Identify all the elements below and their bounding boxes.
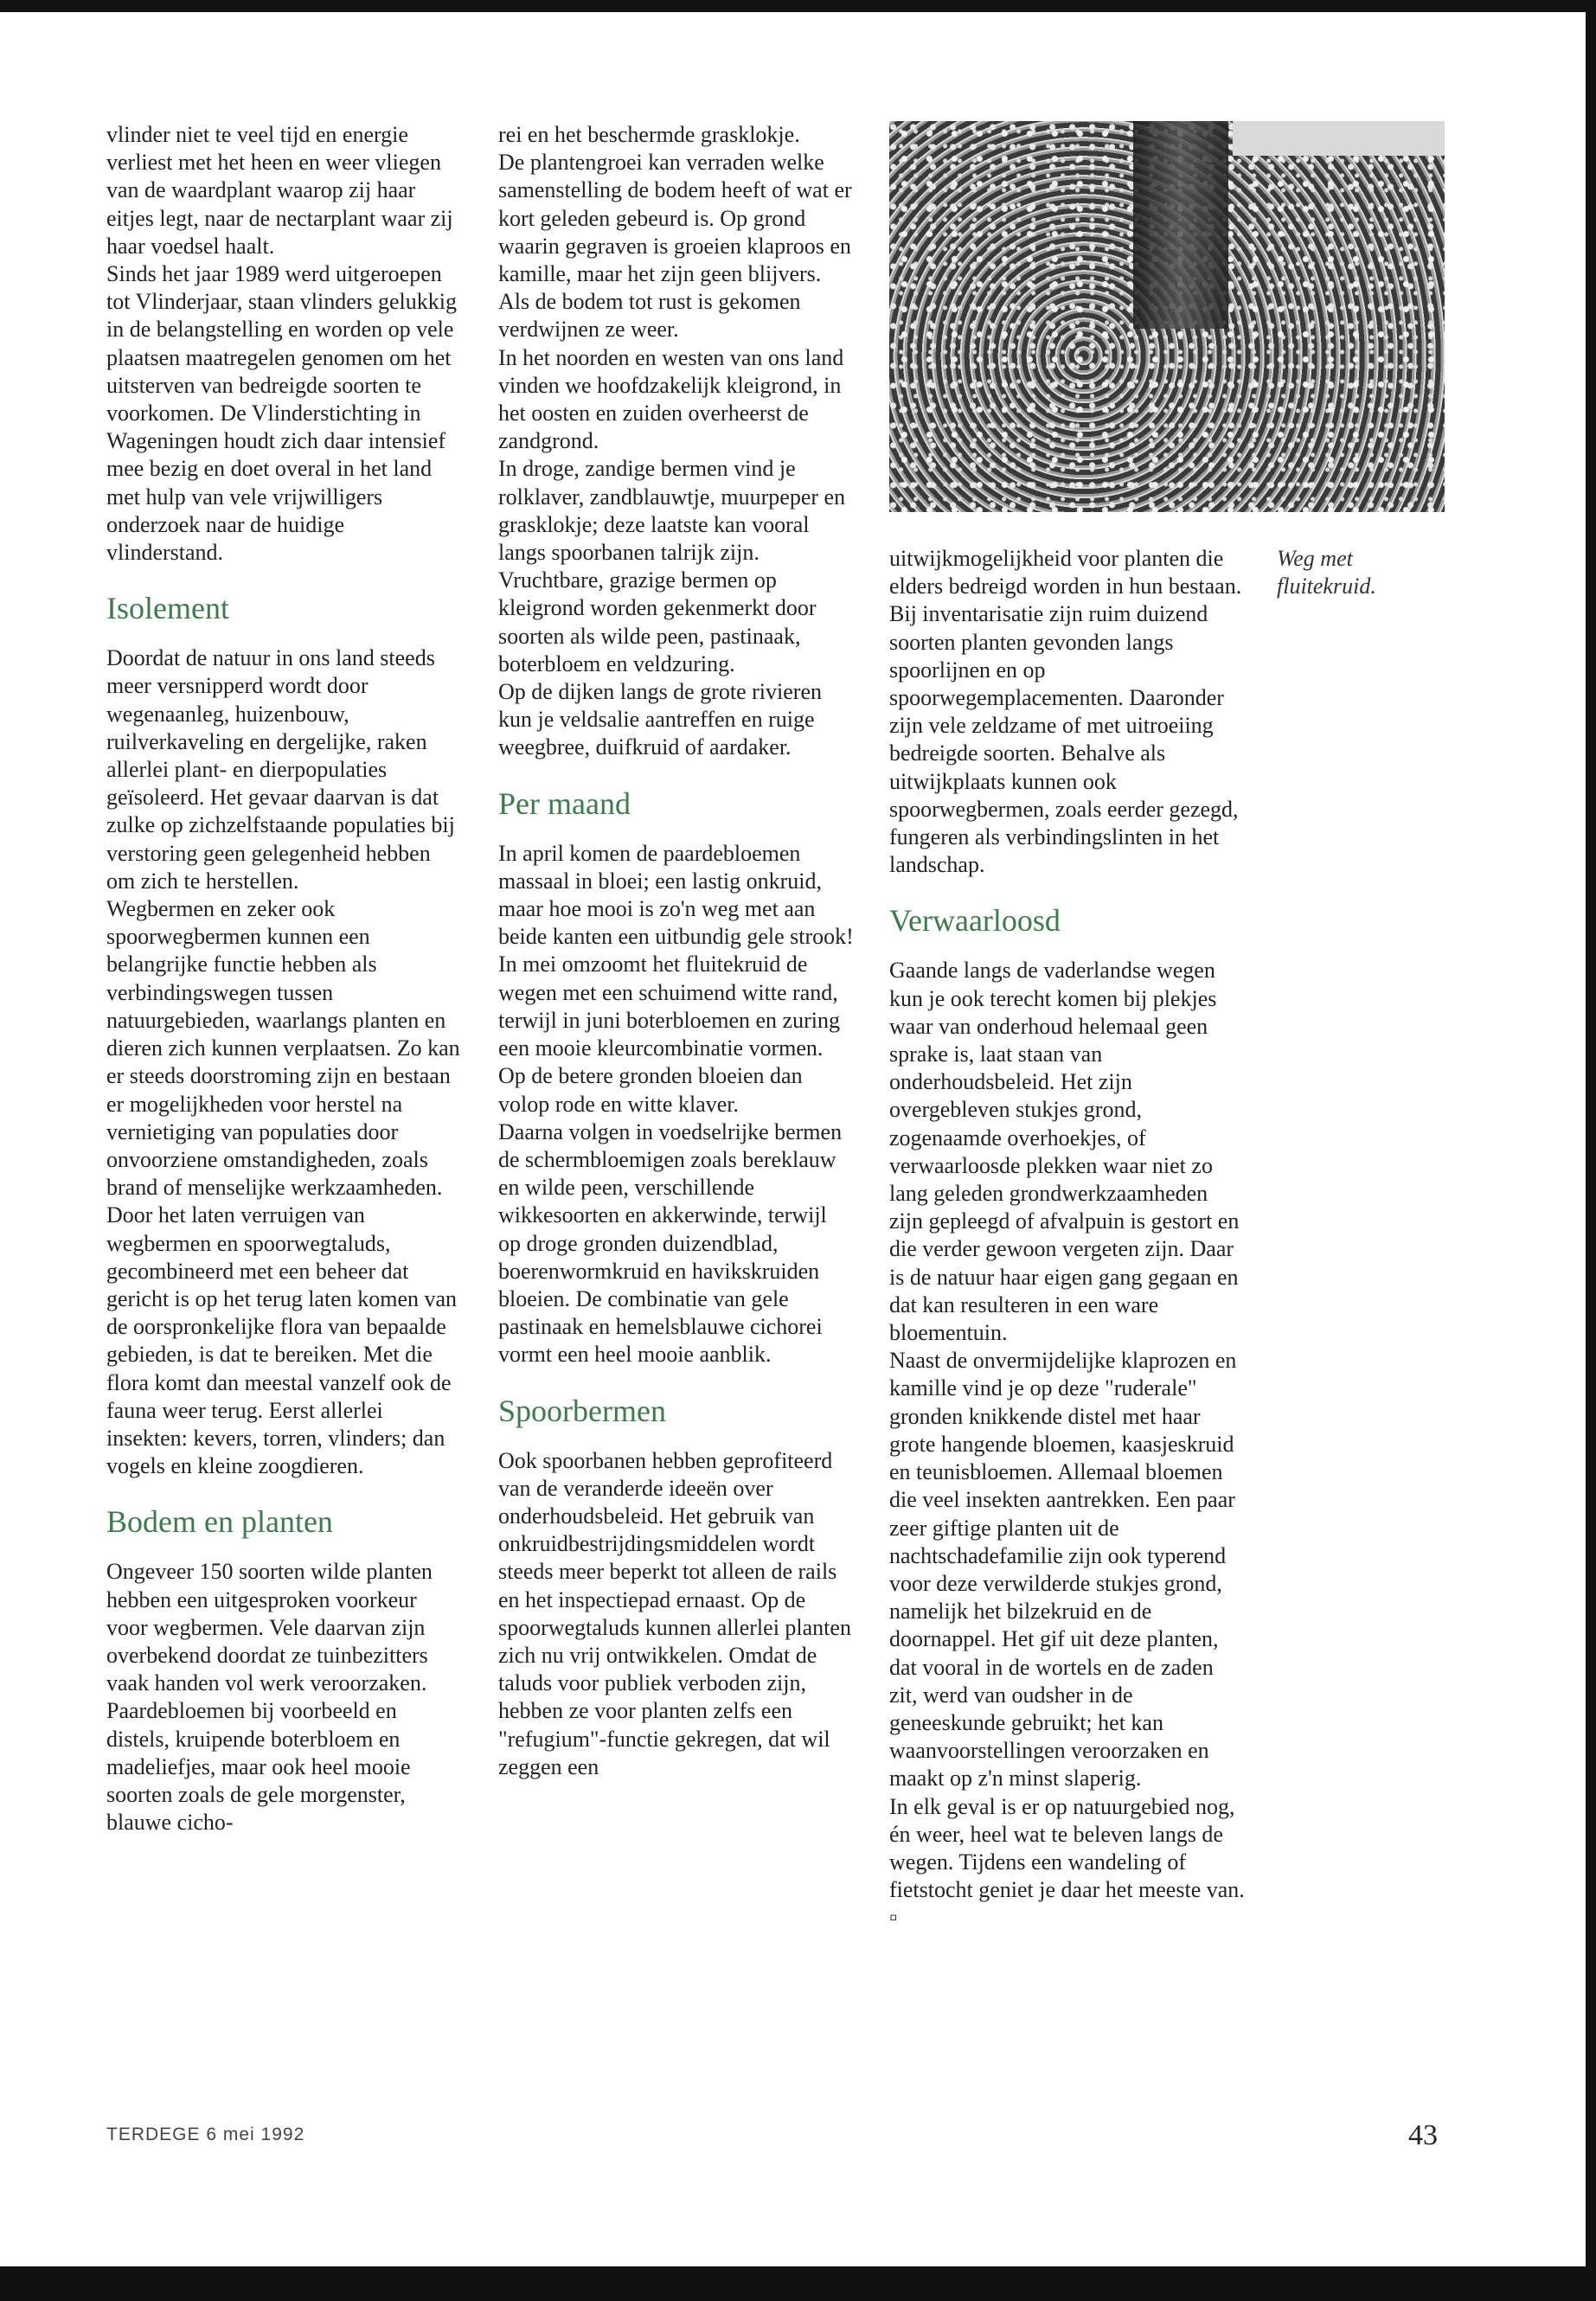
paragraph: vlinder niet te veel tijd en energie verliest met het heen en weer vliegen van de waardplant waarop zij haar eitjes legt, naar de nectarplant waar zij haar voedsel haalt. (106, 122, 453, 259)
article-column-3 (889, 545, 1246, 1932)
footer-publication: TERDEGE 6 mei 1992 (106, 2125, 305, 2144)
paragraph: Naast de onvermijdelijke klaprozen en kamille vind je op deze "ruderale" gronden knikkende distel met haar grote hangende bloemen, kaasjeskruid en teunisbloemen. Allemaal bloemen die veel insekten aantrekken. Een paar zeer giftige planten uit de nachtschadefamilie zijn ook typerend voor deze verwilderde stukjes grond, namelijk het bilzekruid en de doornappel. Het gif uit deze planten, dat vooral in de wortels en de zaden zit, werd van oudsher in de geneeskunde gebruikt; het kan waanvoorstellingen veroorzaken en maakt op z'n minst slaperig. (889, 1348, 1237, 1791)
paragraph: In elk geval is er op natuurgebied nog, én weer, heel wat te beleven langs de wegen. Tijdens een wandeling of fietstocht geniet je daar het meeste van. ▫ (889, 1793, 1245, 1931)
article-column-2 (498, 121, 855, 1781)
heading-spoorbermen: Spoorbermen (498, 1393, 666, 1428)
paragraph: Bij inventarisatie zijn ruim duizend soorten planten gevonden langs spoorlijnen en op spoorwegemplacementen. Daaronder zijn vele zeldzame of met uitroeiing bedreigde soorten. Behalve als uitwijkplaats kunnen ook spoorwegbermen, zoals eerder gezegd, fungeren als verbindingslinten in het landschap. (889, 601, 1239, 878)
paragraph: Ongeveer 150 soorten wilde planten hebben een uitgesproken voorkeur voor wegbermen. Vele daarvan zijn overbekend doordat ze tuinbezitters vaak handen vol werk veroorzaken. Paardebloemen bij voorbeeld en distels, kruipende boterbloem en madeliefjes, maar ook heel mooie soorten zoals de gele morgenster, blauwe cicho- (106, 1559, 433, 1836)
paragraph: Doordat de natuur in ons land steeds meer versnipperd wordt door wegenaanleg, huizenbouw, ruilverkaveling en dergelijke, raken allerlei plant- en dierpopulaties geïsoleerd. Het gevaar daarvan is dat zulke op zichzelfstaande populaties bij verstoring geen gelegenheid hebben om zich te herstellen. (106, 645, 455, 894)
photo-caption: Weg met fluitekruid. (1277, 546, 1376, 599)
heading-bodem-en-planten: Bodem en planten (106, 1504, 333, 1540)
paragraph: In april komen de paardebloemen massaal in bloei; een lastig onkruid, maar hoe mooi is zo'n weg met aan beide kanten een uitbundig gele strook! In mei omzoomt het fluitekruid de wegen met een schuimend witte rand, terwijl in juni boterbloemen en zuring een mooie kleurcombinatie vormen. Op de betere gronden bloeien dan volop rode en witte klaver. (498, 840, 854, 1117)
paragraph: In droge, zandige bermen vind je rolklaver, zandblauwtje, muurpeper en grasklokje; deze laatste kan vooral langs spoorbanen talrijk zijn. Vruchtbare, grazige bermen op kleigrond worden gekenmerkt door soorten als wilde peen, pastinaak, boterbloem en veldzuring. (498, 456, 846, 676)
paragraph: Sinds het jaar 1989 werd uitgeroepen tot Vlinderjaar, staan vlinders gelukkig in de belangstelling en worden op vele plaatsen maatregelen genomen om het uitsterven van bedreigde soorten te voorkomen. De Vlinderstichting in Wageningen houdt zich daar intensief mee bezig en doet overal in het land met hulp van vele vrijwilligers onderzoek naar de huidige vlinderstand. (106, 261, 457, 566)
paragraph: De plantengroei kan verraden welke samenstelling de bodem heeft of wat er kort geleden gebeurd is. Op grond waarin gegraven is groeien klaproos en kamille, maar het zijn geen blijvers. Als de bodem tot rust is gekomen verdwijnen ze weer. (498, 150, 852, 343)
page-border-right (1586, 0, 1596, 2301)
page-number: 43 (1408, 2119, 1438, 2151)
paragraph: uitwijkmogelijkheid voor planten die elders bedreigd worden in hun bestaan. (889, 546, 1242, 599)
paragraph: Ook spoorbanen hebben geprofiteerd van de veranderde ideeën over onderhoudsbeleid. Het gebruik van onkruidbestrijdingsmiddelen wordt steeds meer beperkt tot alleen de rails en het inspectiepad ernaast. Op de spoorwegtaluds kunnen allerlei planten zich nu vrij ontwikkelen. Omdat de taluds voor publiek verboden zijn, hebben ze voor planten zelfs een "refugium"-functie gekregen, dat wil zeggen een (498, 1447, 851, 1779)
page-border-bottom (0, 2266, 1596, 2301)
paragraph: Daarna volgen in voedselrijke bermen de schermbloemigen zoals bereklauw en wilde peen, verschillende wikkesoorten en akkerwinde, terwijl op droge gronden duizendblad, boerenwormkruid en havikskruiden bloeien. De combinatie van gele pastinaak en hemelsblauwe cichorei vormt een heel mooie aanblik. (498, 1118, 843, 1368)
paragraph: Op de dijken langs de grote rivieren kun je veldsalie aantreffen en ruige weegbree, duifkruid of aardaker. (498, 679, 822, 760)
paragraph: rei en het beschermde grasklokje. (498, 122, 800, 147)
paragraph: In het noorden en westen van ons land vinden we hoofdzakelijk kleigrond, in het oosten en zuiden overheerst de zandgrond. (498, 344, 844, 454)
paragraph: Gaande langs de vaderlandse wegen kun je ook terecht komen bij plekjes waar van onderhoud helemaal geen sprake is, laat staan van onderhoudsbeleid. Het zijn overgebleven stukjes grond, zogenaamde overhoekjes, of verwaarloosde plekken waar niet zo lang geleden grondwerkzaamheden zijn gepleegd of afvalpuin is gestort en die verder gewoon vergeten zijn. Daar is de natuur haar eigen gang gegaan en dat kan resulteren in een ware bloementuin. (889, 958, 1240, 1346)
heading-isolement: Isolement (106, 591, 229, 626)
heading-per-maand: Per maand (498, 785, 631, 821)
article-column-1 (106, 121, 463, 1836)
paragraph: Door het laten verruigen van wegbermen en spoorwegtaluds, gecombineerd met een beheer dat gericht is op het terug laten komen van de oorspronkelijke flora van bepaalde gebieden, is dat te bereiken. Met die flora komt dan meestal vanzelf ook de fauna weer terug. Eerst allerlei insekten: kevers, torren, vlinders; dan vogels en kleine zoogdieren. (106, 1202, 458, 1479)
page-border-top (0, 0, 1596, 12)
heading-verwaarloosd: Verwaarloosd (889, 903, 1061, 939)
photo-tree-trunk (1133, 121, 1228, 329)
paragraph: Wegbermen en zeker ook spoorwegbermen kunnen een belangrijke functie hebben als verbindingswegen tussen natuurgebieden, waarlangs planten en dieren zich kunnen verplaatsen. Zo kan er steeds doorstroming zijn en bestaan er mogelijkheden voor herstel na vernietiging van populaties door onvoorziene omstandigheden, zoals brand of menselijke werkzaamheden. (106, 896, 460, 1201)
photo-sky (1233, 121, 1445, 156)
